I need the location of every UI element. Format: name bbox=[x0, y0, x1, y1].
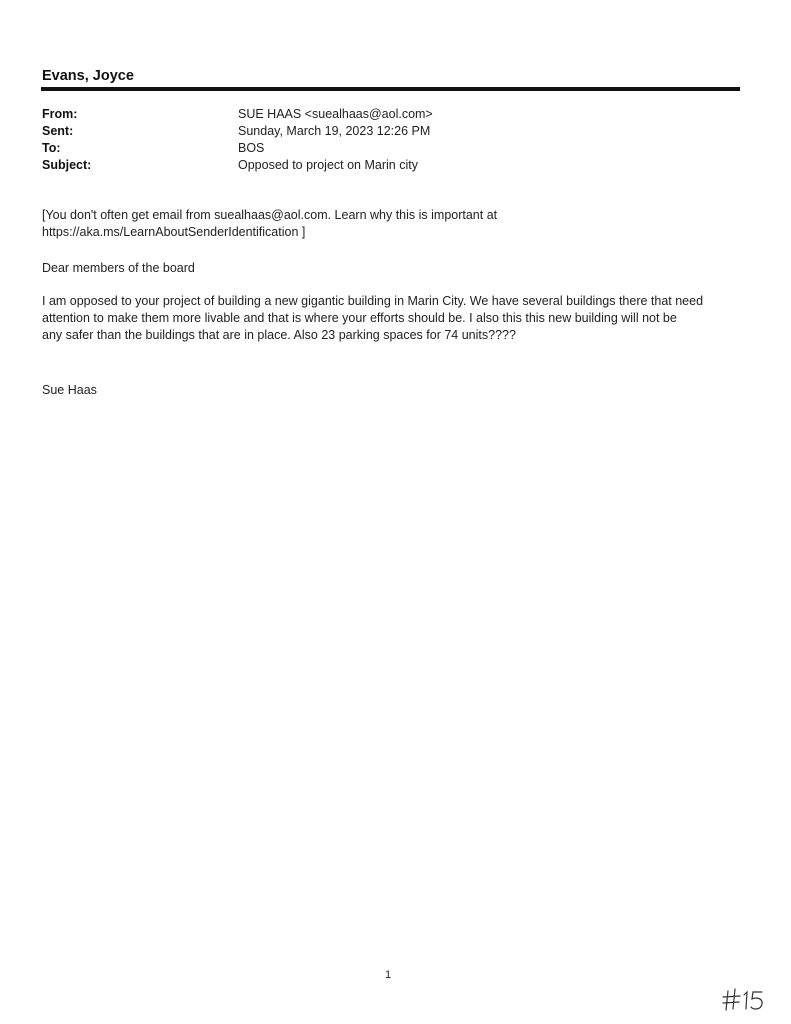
signature: Sue Haas bbox=[42, 383, 97, 397]
from-label: From: bbox=[42, 107, 78, 121]
message-line-1: I am opposed to your project of building a new gigantic building in Marin City. We have several buildings there that need bbox=[42, 294, 704, 308]
page-number: 1 bbox=[385, 969, 392, 981]
sent-label: Sent: bbox=[42, 124, 74, 138]
message-body bbox=[42, 293, 752, 344]
sender-notice bbox=[42, 207, 752, 241]
header-divider bbox=[41, 87, 740, 91]
message-line-2: attention to make them more livable and that is where your efforts should be. I also this this new building will not be bbox=[42, 311, 677, 325]
from-value: SUE HAAS <suealhaas@aol.com> bbox=[238, 107, 433, 121]
subject-label: Subject: bbox=[42, 158, 92, 172]
subject-value: Opposed to project on Marin city bbox=[238, 158, 418, 172]
from-row bbox=[42, 106, 433, 123]
to-row bbox=[42, 140, 433, 157]
sent-row bbox=[42, 123, 433, 140]
email-header-fields bbox=[42, 106, 433, 174]
sender-notice-line-1: [You don't often get email from suealhaas@aol.com. Learn why this is important at bbox=[42, 208, 498, 222]
greeting: Dear members of the board bbox=[42, 261, 195, 275]
to-label: To: bbox=[42, 141, 61, 155]
handwritten-note-mark bbox=[722, 986, 766, 1012]
message-line-3: any safer than the buildings that are in place. Also 23 parking spaces for 74 units???? bbox=[42, 328, 516, 342]
to-value: BOS bbox=[238, 141, 265, 155]
page-header-name: Evans, Joyce bbox=[42, 68, 134, 84]
sender-notice-line-2: https://aka.ms/LearnAboutSenderIdentification ] bbox=[42, 225, 306, 239]
sent-value: Sunday, March 19, 2023 12:26 PM bbox=[238, 124, 431, 138]
subject-row bbox=[42, 157, 433, 174]
